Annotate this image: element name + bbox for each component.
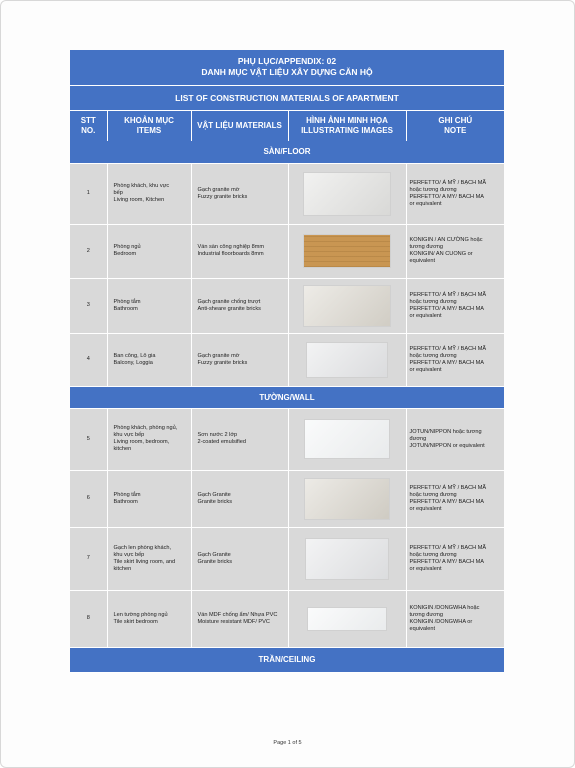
material-swatch-image — [308, 608, 386, 630]
note-cell: PERFETTO/ Á MỸ / BẠCH MÃ hoặc tương đương PERFETTO/ A MY/ BACH MA or equivalent — [406, 527, 504, 590]
item-cell: Phòng ngủ Bedroom — [107, 224, 191, 278]
material-cell: Gạch granite mờ Fuzzy granite bricks — [191, 333, 288, 386]
item-cell: Gạch len phòng khách, khu vực bếp Tile skirt living room, and kitchen — [107, 527, 191, 590]
item-cell: Len tường phòng ngủ Tile skirt bedroom — [107, 590, 191, 647]
table-row — [70, 333, 504, 386]
header-images: HÌNH ẢNH MINH HỌA ILLUSTRATING IMAGES — [288, 111, 406, 141]
section-title: SÀN/FLOOR — [70, 141, 504, 163]
note-cell: KONIGIN / AN CƯỜNG hoặc tương đương KONIGIN/ AN CUONG or equivalent — [406, 224, 504, 278]
note-cell: PERFETTO/ Á MỸ / BẠCH MÃ hoặc tương đương PERFETTO/ A MY/ BACH MA or equivalent — [406, 470, 504, 527]
table-row — [70, 224, 504, 278]
row-number: 5 — [70, 408, 107, 470]
row-number: 7 — [70, 527, 107, 590]
image-cell — [288, 527, 406, 590]
material-cell: Gạch granite chống trượt Anti-sheare granite bricks — [191, 278, 288, 333]
header-note: GHI CHÚ NOTE — [406, 111, 504, 141]
material-cell: Gạch granite mờ Fuzzy granite bricks — [191, 163, 288, 224]
material-swatch-image — [304, 286, 390, 326]
section-header-row — [70, 386, 504, 408]
image-cell — [288, 224, 406, 278]
note-cell: PERFETTO/ Á MỸ / BẠCH MÃ hoặc tương đương PERFETTO/ A MY/ BACH MA or equivalent — [406, 278, 504, 333]
header-stt: STT NO. — [70, 111, 107, 141]
image-cell — [288, 590, 406, 647]
item-cell: Phòng tắm Bathroom — [107, 470, 191, 527]
section-header-row — [70, 141, 504, 163]
image-cell — [288, 408, 406, 470]
table-body — [70, 141, 504, 672]
table-row — [70, 408, 504, 470]
material-swatch-image — [304, 235, 390, 267]
image-cell — [288, 278, 406, 333]
material-cell: Gạch Granite Granite bricks — [191, 527, 288, 590]
material-swatch-image — [305, 479, 389, 519]
item-cell: Ban công, Lô gia Balcony, Loggia — [107, 333, 191, 386]
material-cell: Ván sàn công nghiệp 8mm Industrial floorboards 8mm — [191, 224, 288, 278]
image-cell — [288, 333, 406, 386]
table-row — [70, 278, 504, 333]
item-cell: Phòng khách, phòng ngủ, khu vực bếp Living room, bedroom, kitchen — [107, 408, 191, 470]
row-number: 1 — [70, 163, 107, 224]
materials-document — [70, 50, 504, 673]
note-cell: JOTUN/NIPPON hoặc tương đương JOTUN/NIPPON or equivalent — [406, 408, 504, 470]
row-number: 6 — [70, 470, 107, 527]
header-items: KHOẢN MỤC ITEMS — [107, 111, 191, 141]
appendix-label: PHỤ LỤC/APPENDIX: 02 — [237, 56, 337, 66]
material-swatch-image — [306, 539, 388, 579]
table-row — [70, 470, 504, 527]
section-title: TƯỜNG/WALL — [70, 386, 504, 408]
note-cell: PERFETTO/ Á MỸ / BẠCH MÃ hoặc tương đương PERFETTO/ A MY/ BACH MA or equivalent — [406, 163, 504, 224]
materials-table — [70, 111, 504, 673]
row-number: 3 — [70, 278, 107, 333]
table-row — [70, 163, 504, 224]
note-cell: PERFETTO/ Á MỸ / BẠCH MÃ hoặc tương đương PERFETTO/ A MY/ BACH MA or equivalent — [406, 333, 504, 386]
page-number: Page 1 of 5 — [273, 740, 302, 746]
material-cell: Gạch Granite Granite bricks — [191, 470, 288, 527]
table-row — [70, 590, 504, 647]
item-cell: Phòng khách, khu vực bếp Living room, Kitchen — [107, 163, 191, 224]
note-cell: KONIGIN /DONGWHA hoặc tương đương KONIGIN /DONGWHA or equivalent — [406, 590, 504, 647]
material-swatch-image — [305, 420, 389, 458]
title-vietnamese: DANH MỤC VẬT LIỆU XÂY DỰNG CĂN HỘ — [201, 67, 373, 77]
material-swatch-image — [307, 343, 387, 377]
image-cell — [288, 470, 406, 527]
row-number: 2 — [70, 224, 107, 278]
material-swatch-image — [304, 173, 390, 215]
item-cell: Phòng tắm Bathroom — [107, 278, 191, 333]
section-title: TRẦN/CEILING — [70, 647, 504, 672]
table-header-row — [70, 111, 504, 141]
row-number: 4 — [70, 333, 107, 386]
header-materials: VẬT LIỆU MATERIALS — [191, 111, 288, 141]
title-english: LIST OF CONSTRUCTION MATERIALS OF APARTMENT — [70, 86, 504, 111]
material-cell: Sơn nước 2 lớp 2-coated emulsified — [191, 408, 288, 470]
table-row — [70, 527, 504, 590]
material-cell: Ván MDF chống ẩm/ Nhựa PVC Moisture resistant MDF/ PVC — [191, 590, 288, 647]
document-title — [70, 50, 504, 86]
row-number: 8 — [70, 590, 107, 647]
image-cell — [288, 163, 406, 224]
section-header-row — [70, 647, 504, 672]
